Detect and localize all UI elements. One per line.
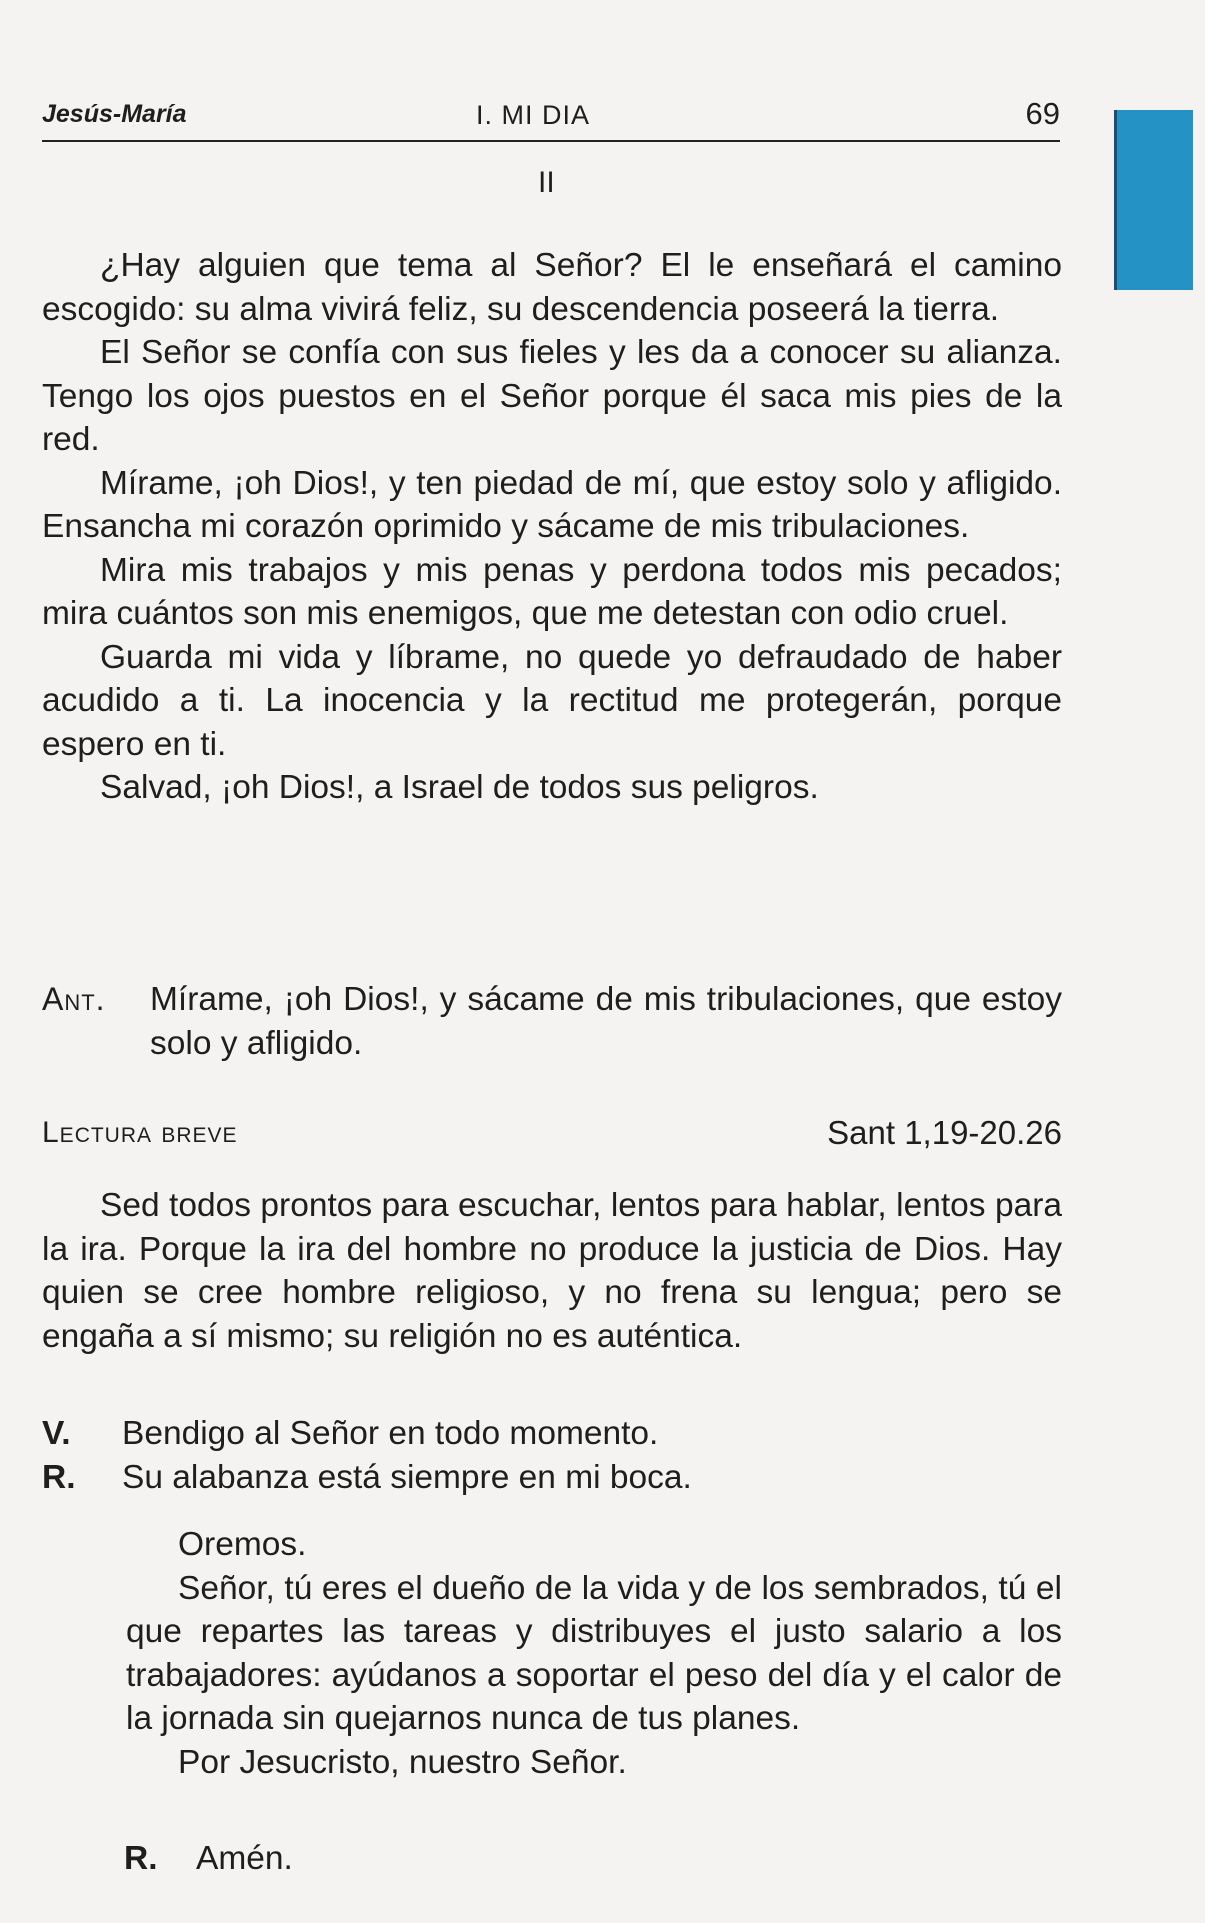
psalm-paragraph: El Señor se confía con sus fieles y les da a conocer su alianza. Tengo los ojos puestos en el Señor porque él saca mis pies de la red. — [42, 334, 1062, 458]
scripture-reference: Sant 1,19-20.26 — [827, 1114, 1062, 1151]
running-header — [42, 96, 1060, 142]
response — [42, 1456, 1062, 1500]
prayer-conclusion: Por Jesucristo, nuestro Señor. — [178, 1743, 627, 1781]
response-symbol: R. — [42, 1458, 76, 1496]
lectura-label: Lectura breve — [42, 1116, 238, 1149]
lectura-text — [42, 1184, 1062, 1358]
psalm-paragraph: Mírame, ¡oh Dios!, y ten piedad de mí, que estoy solo y afligido. Ensancha mi corazón oprimido y sácame de mis tribulaciones. — [42, 464, 1062, 545]
psalm-paragraph: ¿Hay alguien que tema al Señor? El le enseñará el camino escogido: su alma vivirá feliz, su descendencia poseerá la tierra. — [42, 247, 1062, 328]
response-text: Su alabanza está siempre en mi boca. — [122, 1458, 692, 1496]
lectura-paragraph: Sed todos prontos para escuchar, lentos para hablar, lentos para la ira. Porque la ira del hombre no produce la justicia de Dios. Hay quien se cree hombre religioso, y no frena su lengua; pero se engaña a sí mismo; su religión no es auténtica. — [42, 1187, 1062, 1355]
versicle-text: Bendigo al Señor en todo momento. — [122, 1415, 659, 1452]
lectura-heading — [42, 1114, 1062, 1158]
amen-response — [124, 1840, 293, 1878]
antiphon-text: Mírame, ¡oh Dios!, y sácame de mis tribulaciones, que estoy solo y afligido. — [150, 981, 1062, 1062]
psalm-section-number: II — [538, 166, 555, 199]
antiphon-label: Ant. — [42, 981, 106, 1017]
versicle-symbol: V. — [42, 1415, 71, 1452]
prayer-text: Señor, tú eres el dueño de la vida y de los sembrados, tú el que repartes las tareas y distribuyes el justo salario a los trabajadores: ayúdanos a soportar el peso del día y el calor de la jornada sin quejarnos nunca de tus planes. — [126, 1569, 1062, 1737]
psalm-paragraph: Guarda mi vida y líbrame, no quede yo defraudado de haber acudido a ti. La inocencia y la rectitud me protegerán, porque espero en ti. — [42, 638, 1062, 763]
header-left: Jesús-María — [42, 100, 187, 128]
oremos-invitation: Oremos. — [178, 1526, 307, 1563]
psalm-text — [42, 244, 1062, 810]
header-section-title: I. MI DIA — [476, 100, 591, 130]
psalm-paragraph: Mira mis trabajos y mis penas y perdona todos mis pecados; mira cuántos son mis enemigos, que me detestan con odio cruel. — [42, 551, 1062, 632]
page-number: 69 — [1025, 96, 1060, 131]
psalm-paragraph: Salvad, ¡oh Dios!, a Israel de todos sus peligros. — [100, 769, 819, 806]
thumb-index-tab — [1117, 110, 1193, 290]
closing-prayer — [126, 1523, 1062, 1784]
antiphon — [42, 978, 1062, 1065]
versicle — [42, 1412, 1062, 1456]
responsory — [42, 1412, 1062, 1499]
amen-text: Amén. — [196, 1840, 293, 1877]
amen-symbol: R. — [124, 1840, 158, 1877]
